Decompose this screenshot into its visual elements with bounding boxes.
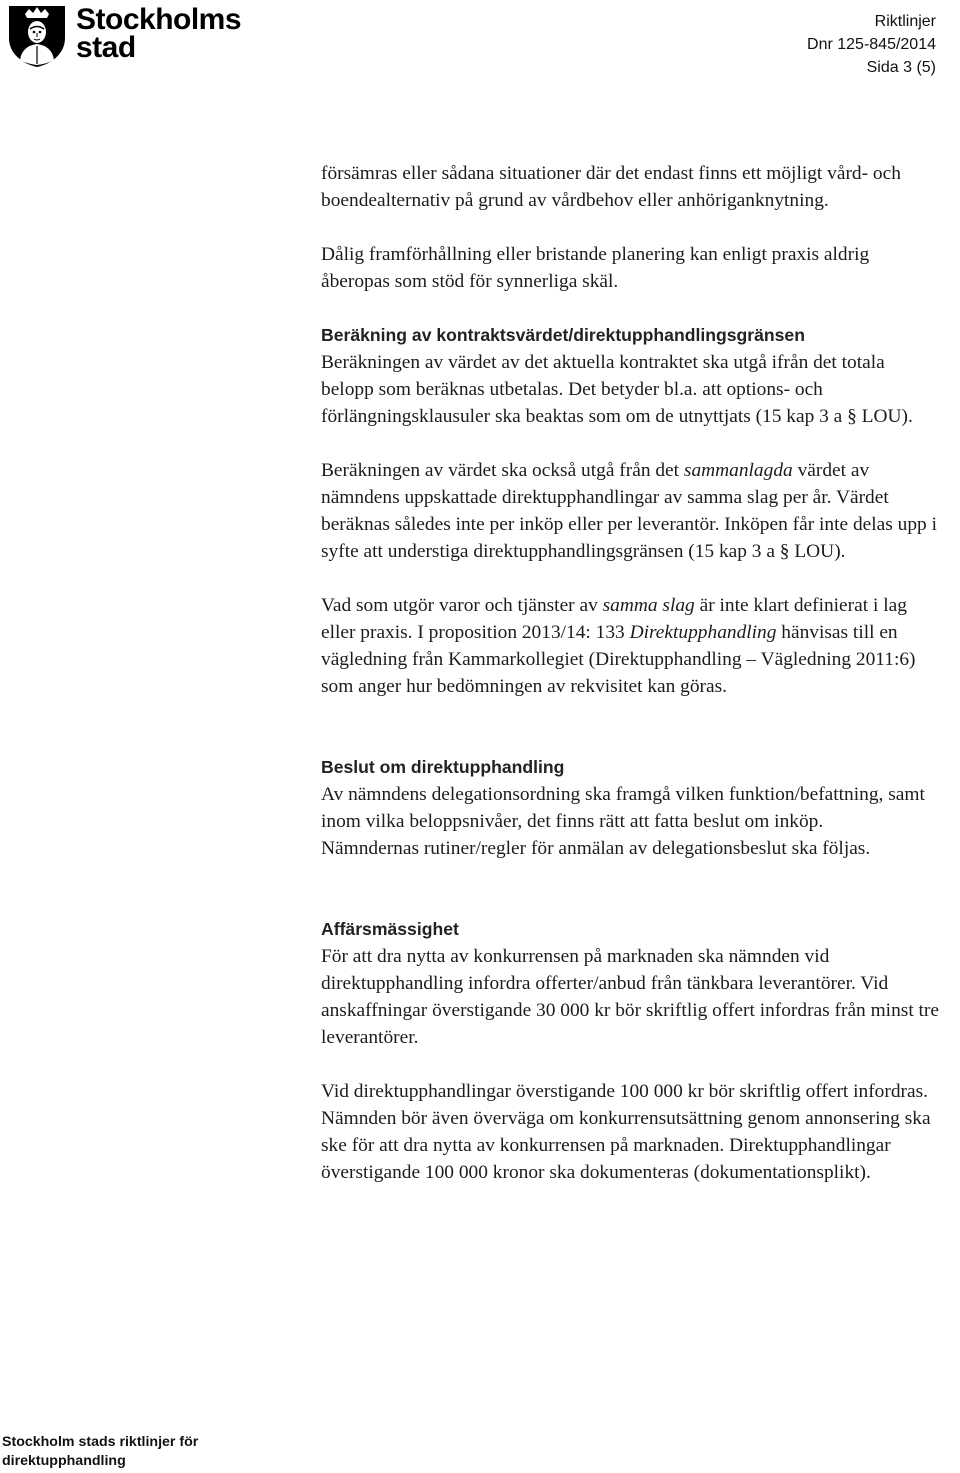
paragraph: Dålig framförhållning eller bristande planering kan enligt praxis aldrig åberopas som stöd för synnerliga skäl. — [321, 244, 870, 292]
stockholms-stad-logo — [6, 2, 241, 68]
section-heading: Beräkning av kontraktsvärdet/direktupphandlingsgränsen — [321, 325, 805, 345]
logo-line2: stad — [76, 31, 136, 64]
logo-line1: Stockholms — [76, 3, 242, 36]
logo-wordmark — [76, 3, 242, 64]
paragraph: Beräkningen av värdet av det aktuella kontraktet ska utgå ifrån det totala belopp som beräknas utbetalas. Det betyder bl.a. att options- och förlängningsklausuler ska beaktas som om de utnyttjats (15 kap 3 a § LOU). — [321, 352, 913, 427]
page-number: Sida 3 (5) — [866, 59, 936, 76]
doc-number: Dnr 125-845/2014 — [807, 36, 936, 53]
page-footer — [2, 1433, 198, 1471]
document-body — [321, 160, 941, 1186]
footer-line1: Stockholm stads riktlinjer för — [2, 1434, 199, 1450]
paragraph: Vad som utgör varor och tjänster av samma slag är inte klart definierat i lag eller praxis. I proposition 2013/14: 133 Direktupphandling hänvisas till en vägledning från Kammarkollegiet (Direktupphandling – Vägledning 2011:6) som anger hur bedömningen av rekvisitet kan göras. — [321, 595, 916, 697]
document-meta — [807, 10, 936, 79]
crest-icon — [6, 2, 68, 68]
paragraph: För att dra nytta av konkurrensen på marknaden ska nämnden vid direktupphandling infordra offerter/anbud från tänkbara leverantörer. Vid anskaffningar överstigande 30 000 kr bör skriftlig offert infordras från minst tre leverantörer. — [321, 946, 940, 1048]
paragraph: Av nämndens delegationsordning ska framgå vilken funktion/befattning, samt inom vilka beloppsnivåer, det finns rätt att fatta beslut om inköp. — [321, 784, 925, 832]
emphasis: sammanlagda — [683, 460, 793, 481]
section-heading: Beslut om direktupphandling — [321, 757, 565, 777]
paragraph: Nämndernas rutiner/regler för anmälan av delegationsbeslut ska följas. — [321, 838, 871, 859]
footer-line2: direktupphandling — [2, 1453, 126, 1469]
paragraph: Beräkningen av värdet ska också utgå från det sammanlagda värdet av nämndens uppskattade direktupphandlingar av samma slag per år. Värdet beräknas således inte per inköp eller per leverantör. Inköpen får inte delas upp i syfte att understiga direktupphandlingsgränsen (15 kap 3 a § LOU). — [321, 460, 937, 562]
doc-type: Riktlinjer — [874, 13, 936, 30]
emphasis: samma slag — [602, 595, 695, 616]
paragraph: Vid direktupphandlingar överstigande 100 000 kr bör skriftlig offert infordras. Nämnden bör även överväga om konkurrensutsättning genom annonsering ska ske för att dra nytta av konkurrensen på marknaden. Direktupphandlingar överstigande 100 000 kronor ska dokumenteras (dokumentationsplikt). — [321, 1081, 931, 1183]
emphasis: Direktupphandling — [629, 622, 777, 643]
paragraph: försämras eller sådana situationer där det endast finns ett möjligt vård- och boendealternativ på grund av vårdbehov eller anhöriganknytning. — [321, 163, 901, 211]
section-heading: Affärsmässighet — [321, 919, 459, 939]
